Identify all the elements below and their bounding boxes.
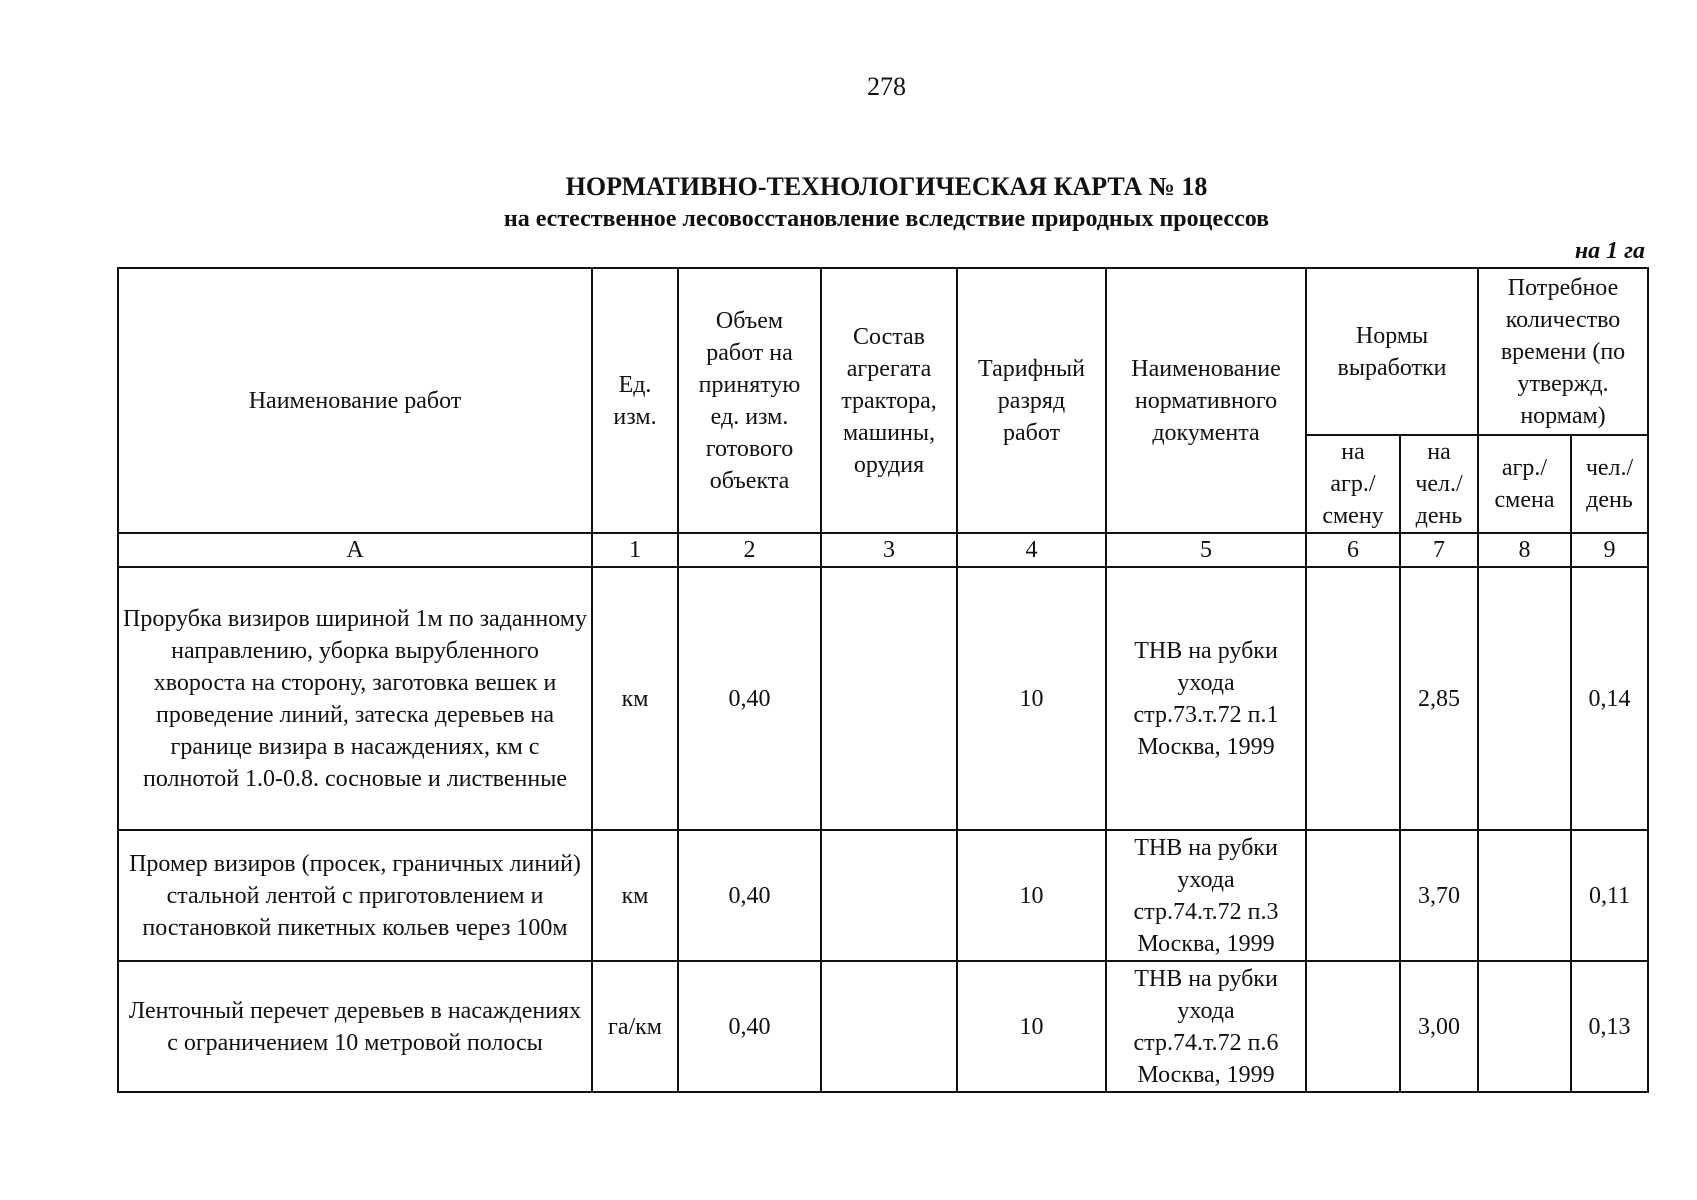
column-number: 8 — [1478, 533, 1571, 567]
document-title: НОРМАТИВНО-ТЕХНОЛОГИЧЕСКАЯ КАРТА № 18 — [565, 172, 1208, 201]
table-row — [118, 961, 1648, 1092]
cell-norms-agr — [1306, 830, 1400, 961]
column-number: 9 — [1571, 533, 1648, 567]
table-row — [118, 567, 1648, 830]
cell-norms-man: 3,00 — [1400, 961, 1478, 1092]
column-number: 5 — [1106, 533, 1306, 567]
header-volume: Объем работ на принятую ед. изм. готового объекта — [678, 268, 821, 533]
cell-time-agr — [1478, 567, 1571, 830]
header-tariff-grade: Тарифный разряд работ — [957, 268, 1106, 533]
header-unit: Ед. изм. — [592, 268, 678, 533]
cell-work-name: Промер визиров (просек, граничных линий) стальной лентой с приготовлением и постановкой пикетных кольев через 100м — [118, 830, 592, 961]
cell-unit: га/км — [592, 961, 678, 1092]
cell-time-man: 0,13 — [1571, 961, 1648, 1092]
column-number: 1 — [592, 533, 678, 567]
cell-tariff-grade: 10 — [957, 567, 1106, 830]
cell-composition — [821, 830, 957, 961]
header-composition: Состав агрегата трактора, машины, орудия — [821, 268, 957, 533]
cell-tariff-grade: 10 — [957, 961, 1106, 1092]
column-number: А — [118, 533, 592, 567]
cell-norms-man: 3,70 — [1400, 830, 1478, 961]
cell-volume: 0,40 — [678, 961, 821, 1092]
column-number: 3 — [821, 533, 957, 567]
cell-time-man: 0,11 — [1571, 830, 1648, 961]
table-row — [118, 830, 1648, 961]
page-number: 278 — [867, 72, 906, 101]
cell-norms-man: 2,85 — [1400, 567, 1478, 830]
unit-note: на 1 га — [1574, 238, 1645, 264]
header-time-agr-shift: агр./ смена — [1478, 435, 1571, 533]
cell-tariff-grade: 10 — [957, 830, 1106, 961]
column-number: 7 — [1400, 533, 1478, 567]
cell-norms-agr — [1306, 961, 1400, 1092]
cell-normative-document: ТНВ на рубки ухода стр.74.т.72 п.6 Москва, 1999 — [1106, 961, 1306, 1092]
cell-unit: км — [592, 830, 678, 961]
header-time-man-day: чел./ день — [1571, 435, 1648, 533]
header-row-top — [118, 268, 1648, 435]
column-number: 4 — [957, 533, 1106, 567]
document-subtitle: на естественное лесовосстановление вследствие природных процессов — [503, 206, 1270, 232]
column-number-row — [118, 533, 1648, 567]
cell-work-name: Прорубка визиров шириной 1м по заданному направлению, уборка вырубленного хвороста на сторону, заготовка вешек и проведение линий, затеска деревьев на границе визира в насаждениях, км с полнотой 1.0-0.8. сосновые и лиственные — [118, 567, 592, 830]
header-output-norms: Нормы выработки — [1306, 268, 1478, 435]
header-required-time: Потребное количество времени (по утвержд. нормам) — [1478, 268, 1648, 435]
technology-card-table — [117, 267, 1649, 1093]
cell-norms-agr — [1306, 567, 1400, 830]
cell-time-agr — [1478, 830, 1571, 961]
header-norms-per-agr-shift: на агр./ смену — [1306, 435, 1400, 533]
column-number: 2 — [678, 533, 821, 567]
cell-volume: 0,40 — [678, 567, 821, 830]
cell-normative-document: ТНВ на рубки ухода стр.73.т.72 п.1 Москва, 1999 — [1106, 567, 1306, 830]
cell-composition — [821, 961, 957, 1092]
cell-composition — [821, 567, 957, 830]
cell-time-man: 0,14 — [1571, 567, 1648, 830]
header-normative-document: Наименование нормативного документа — [1106, 268, 1306, 533]
cell-work-name: Ленточный перечет деревьев в насаждениях с ограничением 10 метровой полосы — [118, 961, 592, 1092]
cell-unit: км — [592, 567, 678, 830]
header-norms-per-man-day: на чел./ день — [1400, 435, 1478, 533]
header-work-name: Наименование работ — [118, 268, 592, 533]
cell-volume: 0,40 — [678, 830, 821, 961]
column-number: 6 — [1306, 533, 1400, 567]
cell-time-agr — [1478, 961, 1571, 1092]
cell-normative-document: ТНВ на рубки ухода стр.74.т.72 п.3 Москва, 1999 — [1106, 830, 1306, 961]
